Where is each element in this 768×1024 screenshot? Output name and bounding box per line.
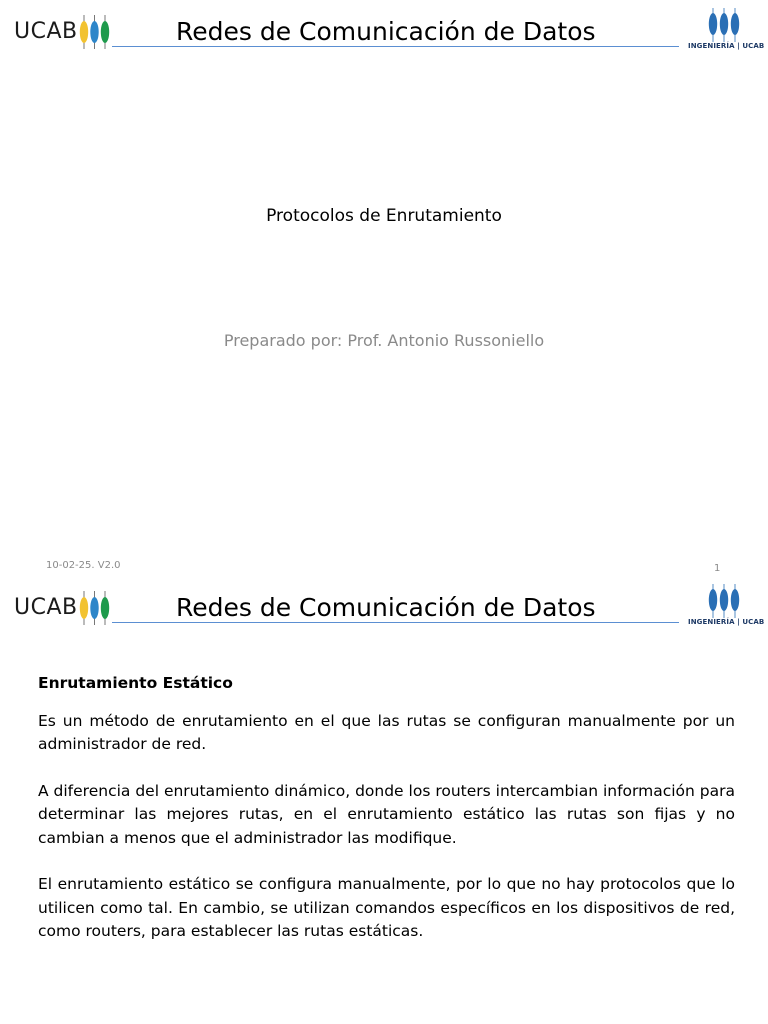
slide-header <box>0 576 768 632</box>
header-divider <box>112 622 679 623</box>
content-slide <box>0 576 768 1024</box>
ingenieria-logo-text: INGENIERÍA | UCAB <box>688 618 765 626</box>
slide-header <box>0 0 768 56</box>
ucab-logo <box>14 590 111 626</box>
slide-number: 1 <box>714 563 721 574</box>
presentation-author: Preparado por: Prof. Antonio Russoniello <box>223 331 545 350</box>
ucab-logo-text: UCAB <box>14 19 78 44</box>
ucab-logo <box>14 14 111 50</box>
ingenieria-ucab-logo <box>686 8 764 54</box>
paragraph-configuration: El enrutamiento estático se configura manualmente, por lo que no hay protocolos que lo utilicen como tal. En cambio, se utilizan comandos específicos en los dispositivos de red, como routers, para establecer las rutas estáticas. <box>38 875 735 940</box>
paragraph-comparison: A diferencia del enrutamiento dinámico, donde los routers intercambian información para determinar las mejores rutas, en el enrutamiento estático las rutas son fijas y no cambian a menos que el administrador las modifique. <box>38 781 735 847</box>
ucab-torch-icon <box>79 591 111 625</box>
header-divider <box>112 46 679 47</box>
ingenieria-logo-text: INGENIERÍA | UCAB <box>688 42 765 50</box>
presentation-title: Protocolos de Enrutamiento <box>266 206 502 226</box>
slide-content <box>38 672 735 967</box>
paragraph-definition: Es un método de enrutamiento en el que las rutas se configuran manualmente por un administrador de red. <box>38 711 735 753</box>
header-title: Redes de Comunicación de Datos <box>176 17 596 46</box>
slide-date: 10-02-25. V2.0 <box>46 560 121 571</box>
ingenieria-ucab-logo <box>686 584 764 630</box>
header-title: Redes de Comunicación de Datos <box>176 593 596 622</box>
ucab-logo-text: UCAB <box>14 595 78 620</box>
ingenieria-torch-icon <box>708 584 742 618</box>
ucab-torch-icon <box>79 15 111 49</box>
section-heading: Enrutamiento Estático <box>38 674 233 692</box>
ingenieria-torch-icon <box>708 8 742 42</box>
